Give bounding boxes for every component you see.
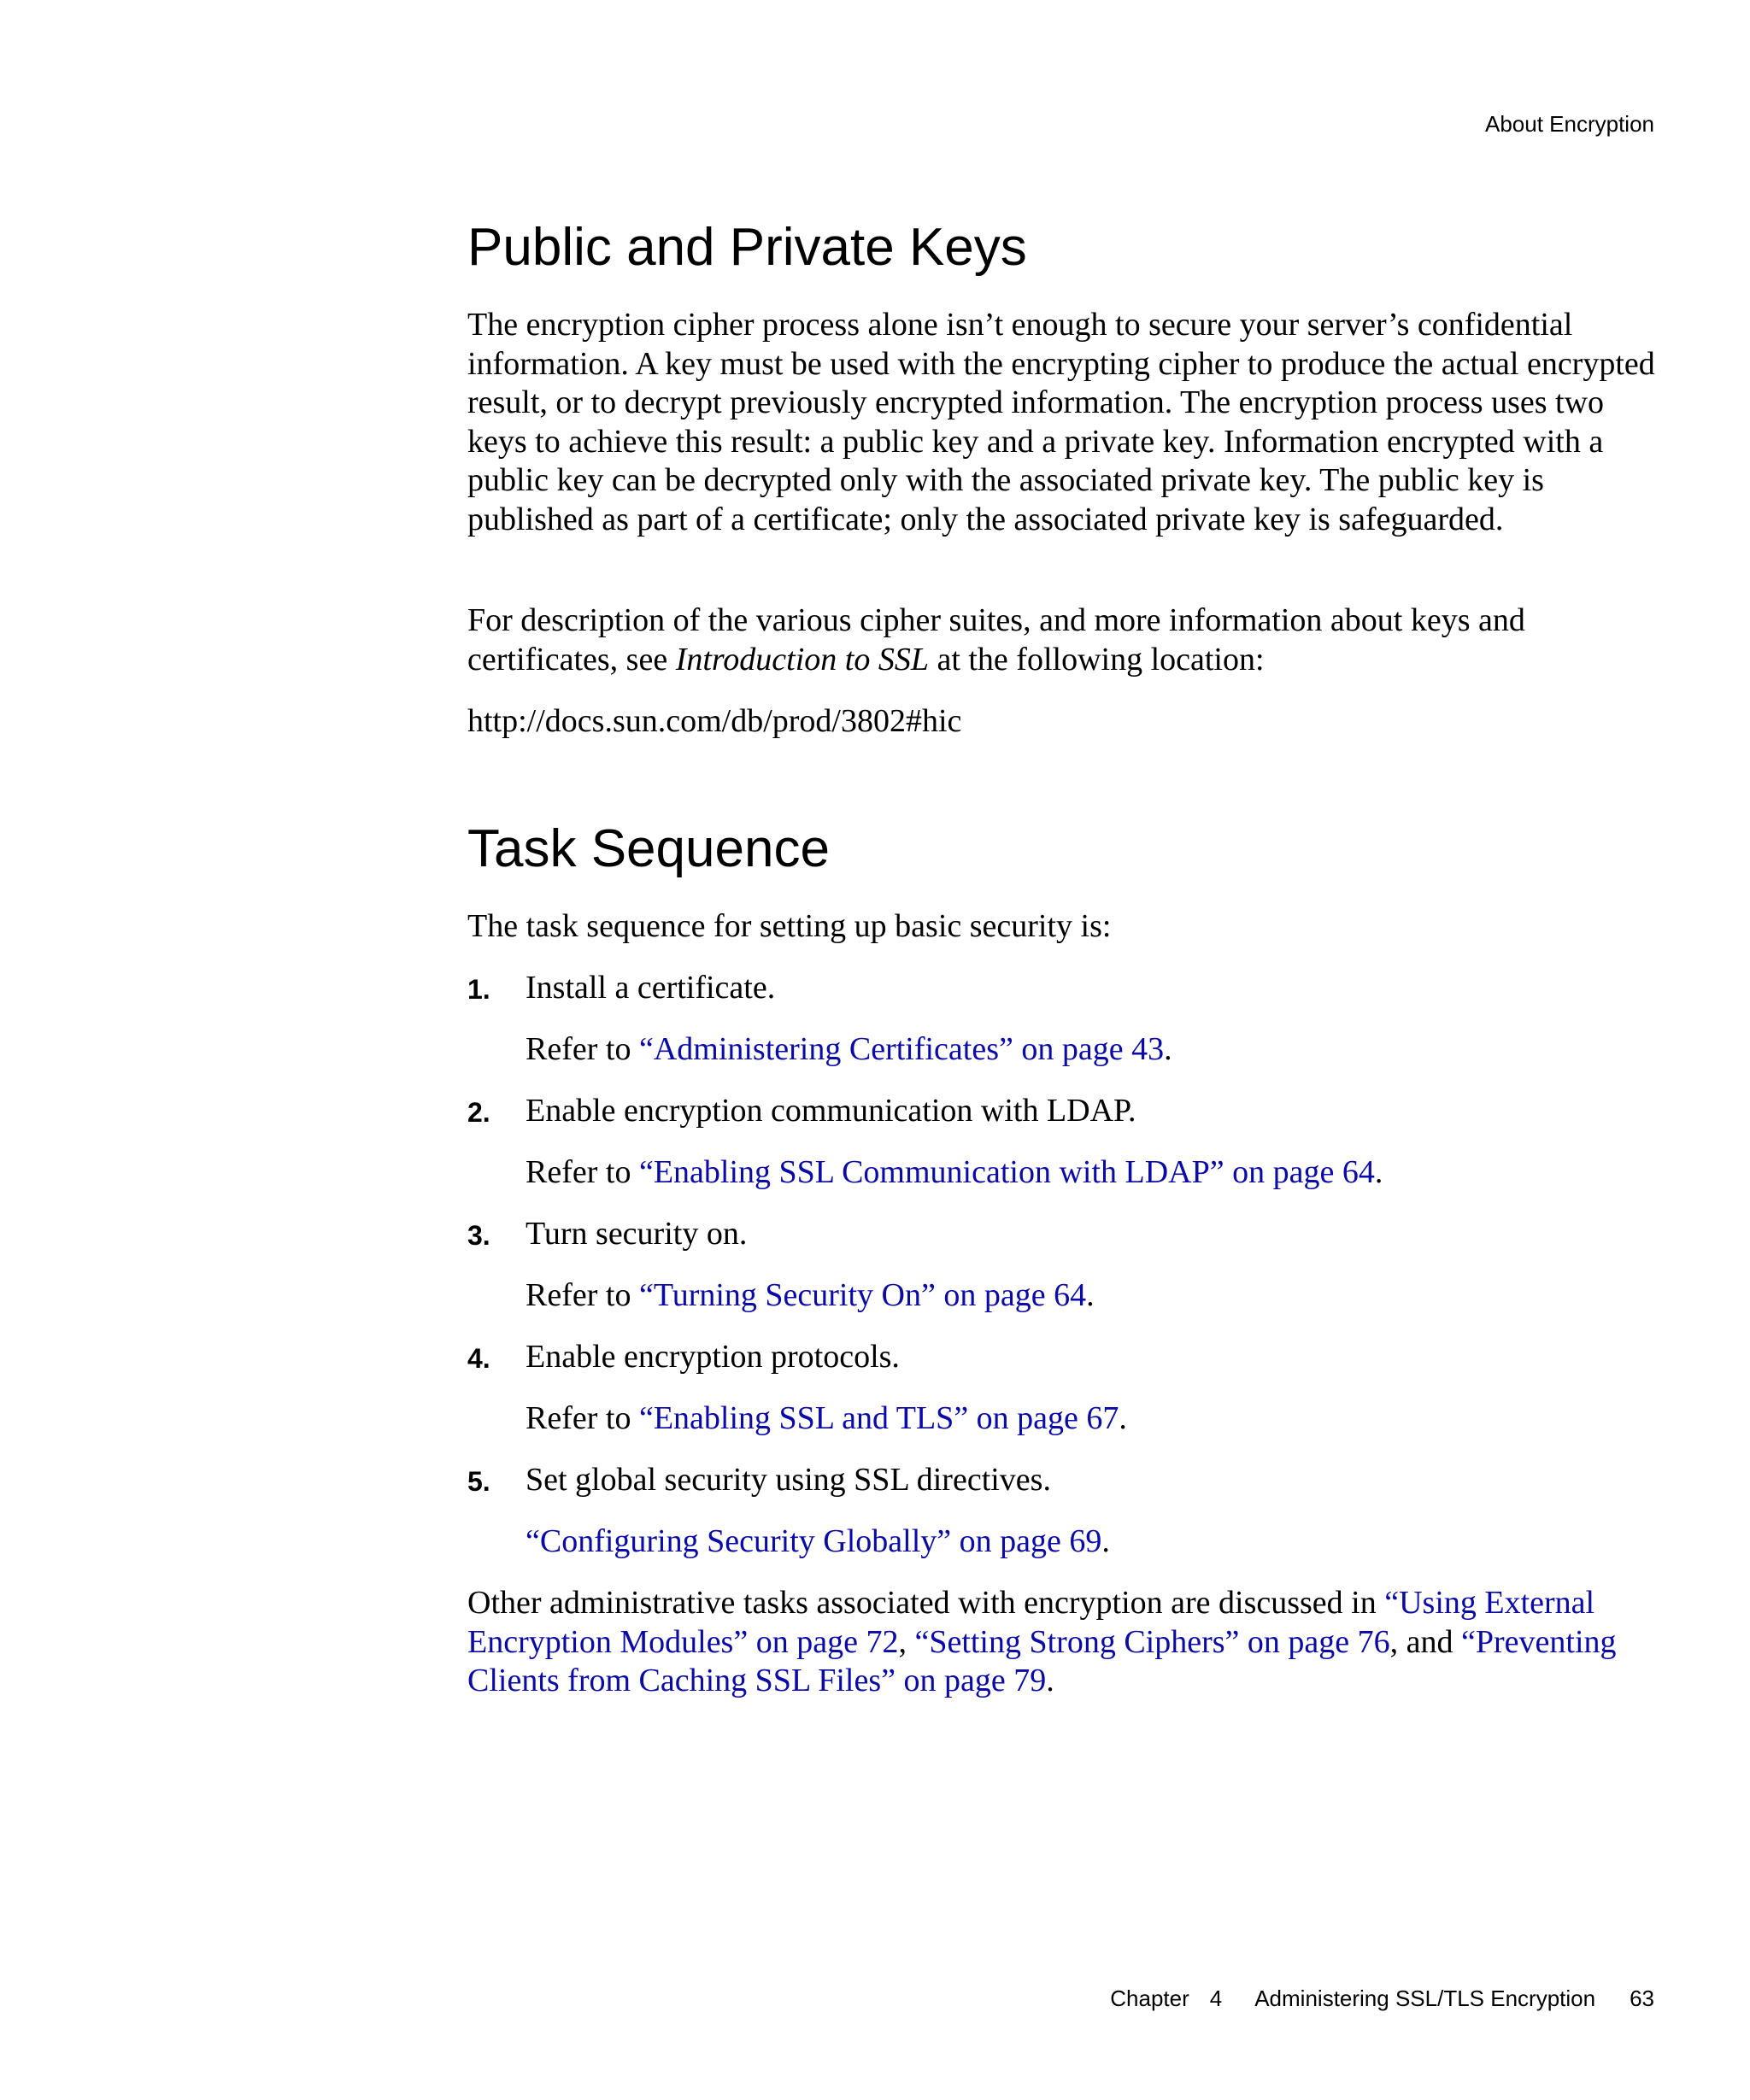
task-sequence-intro: The task sequence for setting up basic security is:	[467, 908, 1112, 944]
step-reference	[526, 1276, 1095, 1315]
cross-reference-link[interactable]: “Configuring Security Globally” on page 69	[526, 1523, 1102, 1559]
paragraph-text: For description of the various cipher suites, and more information about keys and certificates, see	[467, 602, 1525, 678]
step-text: Turn security on.	[526, 1216, 748, 1252]
footer-chapter-title: Administering SSL/TLS Encryption	[1254, 1986, 1596, 2011]
step-text: Enable encryption communication with LDAP.	[526, 1093, 1136, 1129]
running-header: About Encryption	[1484, 111, 1654, 137]
step-text: Enable encryption protocols.	[526, 1339, 900, 1375]
punctuation: .	[1164, 1031, 1172, 1067]
paragraph-text: at the following location:	[928, 641, 1265, 678]
cross-reference-link[interactable]: “Enabling SSL Communication with LDAP” on page 64	[638, 1154, 1375, 1190]
section-heading-public-private-keys: Public and Private Keys	[467, 218, 1027, 277]
book-title-italic: Introduction to SSL	[675, 641, 929, 678]
paragraph-cipher-suites	[467, 601, 1664, 679]
footer-chapter-number: 4	[1209, 1986, 1223, 2011]
paragraph-other-tasks	[467, 1584, 1664, 1701]
punctuation: .	[1374, 1154, 1383, 1190]
paragraph-keys-description: The encryption cipher process alone isn’t enough to secure your server’s confidential information. A key must be used with the encrypting cipher to produce the actual encrypted result, or to decrypt previously encrypted information. The encryption process uses two keys to achieve this result: a public key and a private key. Information encrypted with a public key can be decrypted only with the associated private key. The public key is published as part of a certificate; only the associated private key is safeguarded.	[467, 307, 1655, 537]
step-number: 3.	[467, 1220, 490, 1251]
paragraph-text: , and	[1389, 1623, 1462, 1660]
refer-to-text: Refer to	[526, 1154, 639, 1190]
punctuation: .	[1101, 1523, 1110, 1559]
punctuation: .	[1086, 1277, 1095, 1313]
footer-chapter-label: Chapter	[1110, 1986, 1189, 2011]
step-reference	[526, 1153, 1383, 1192]
cross-reference-link[interactable]: “Turning Security On” on page 64	[638, 1277, 1087, 1313]
punctuation: .	[1119, 1400, 1127, 1436]
paragraph-text: .	[1046, 1663, 1054, 1698]
cross-reference-link[interactable]: “Preventing Clients from Caching SSL Files” on page 79	[467, 1623, 1617, 1698]
step-number: 2.	[467, 1097, 490, 1128]
doc-url: http://docs.sun.com/db/prod/3802#hic	[467, 703, 962, 739]
page-footer	[1110, 1984, 1654, 2013]
step-number: 4.	[467, 1343, 490, 1374]
refer-to-text: Refer to	[526, 1400, 639, 1436]
paragraph-text: ,	[898, 1623, 915, 1660]
refer-to-text: Refer to	[526, 1277, 639, 1313]
step-reference	[526, 1399, 1127, 1438]
step-reference	[526, 1522, 1110, 1561]
cross-reference-link[interactable]: “Using External Encryption Modules” on page 72	[467, 1585, 1595, 1660]
step-text: Set global security using SSL directives.	[526, 1462, 1051, 1498]
section-heading-task-sequence: Task Sequence	[467, 819, 830, 878]
cross-reference-link[interactable]: “Enabling SSL and TLS” on page 67	[638, 1400, 1119, 1436]
step-reference	[526, 1030, 1172, 1069]
refer-to-text: Refer to	[526, 1031, 639, 1067]
page-number: 63	[1630, 1986, 1654, 2011]
cross-reference-link[interactable]: “Administering Certificates” on page 43	[638, 1031, 1165, 1067]
step-text: Install a certificate.	[526, 970, 776, 1006]
paragraph-text: Other administrative tasks associated with encryption are discussed in	[467, 1585, 1385, 1621]
cross-reference-link[interactable]: “Setting Strong Ciphers” on page 76	[914, 1623, 1390, 1660]
step-number: 5.	[467, 1466, 490, 1497]
step-number: 1.	[467, 974, 490, 1005]
